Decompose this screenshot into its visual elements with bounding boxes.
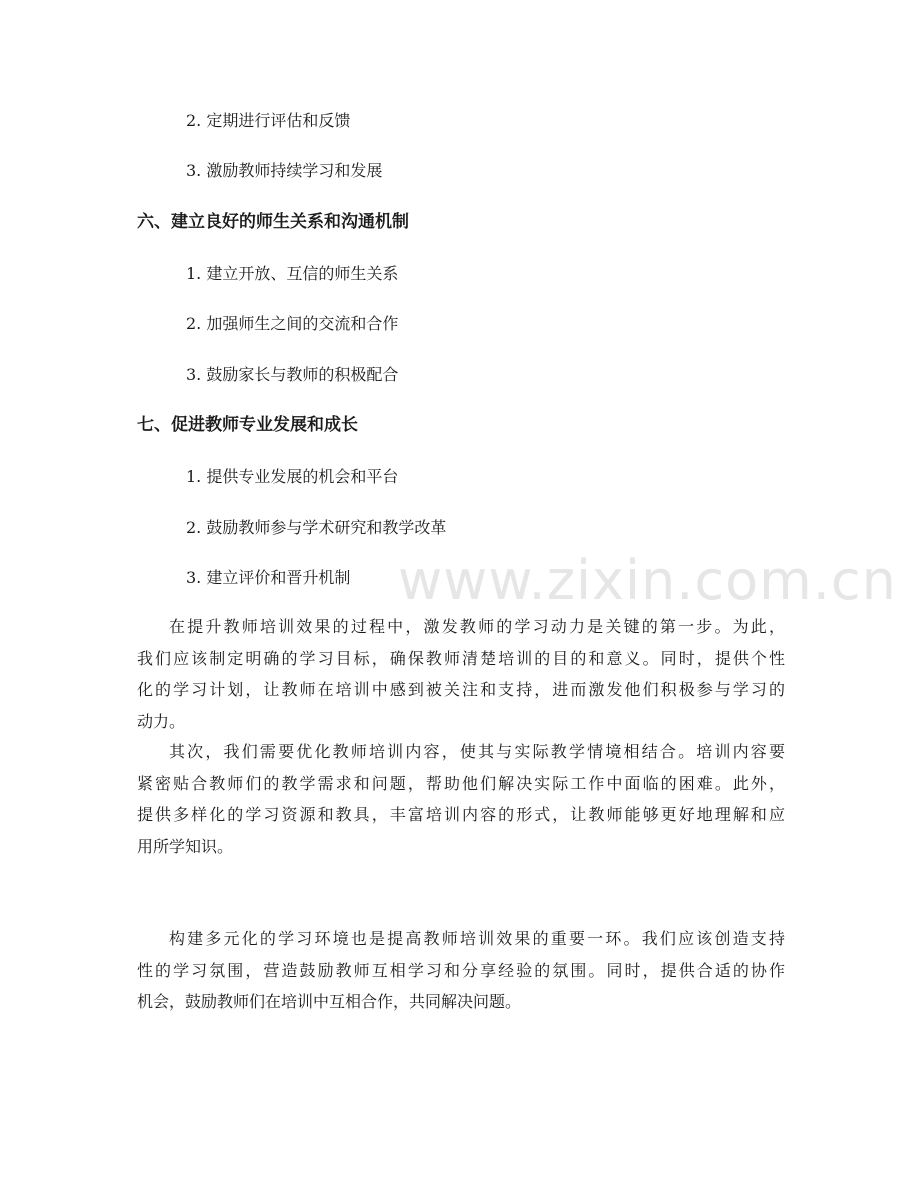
paragraph-2: [137, 736, 785, 862]
section-heading-6: 六、建立良好的师生关系和沟通机制: [137, 212, 409, 232]
paragraph-line: 用所学知识。: [137, 836, 234, 856]
list-item-5-3: 3. 激励教师持续学习和发展: [186, 161, 383, 180]
paragraph-line: 性的学习氛围，营造鼓励教师互相学习和分享经验的氛围。同时，提供合适的协作: [137, 960, 785, 980]
paragraph-line: 提供多样化的学习资源和教具，丰富培训内容的形式，让教师能够更好地理解和应: [137, 805, 785, 824]
list-item-6-1: 1. 建立开放、互信的师生关系: [186, 264, 399, 283]
paragraph-line: 机会，鼓励教师们在培训中互相合作，共同解决问题。: [137, 992, 522, 1011]
paragraph-line: 其次，我们需要优化教师培训内容，使其与实际教学情境相结合。培训内容要: [169, 742, 785, 761]
paragraph-line: 化的学习计划，让教师在培训中感到被关注和支持，进而激发他们积极参与学习的: [137, 680, 785, 699]
list-item-5-2: 2. 定期进行评估和反馈: [186, 111, 351, 130]
list-item-6-3: 3. 鼓励家长与教师的积极配合: [186, 365, 399, 384]
list-item-7-2: 2. 鼓励教师参与学术研究和教学改革: [186, 518, 447, 537]
watermark: www.zixin.com.cn: [398, 549, 897, 612]
list-item-6-2: 2. 加强师生之间的交流和合作: [186, 314, 399, 333]
paragraph-1: [137, 611, 785, 737]
paragraph-line: 构建多元化的学习环境也是提高教师培训效果的重要一环。我们应该创造支持: [169, 929, 785, 948]
section-heading-7: 七、促进教师专业发展和成长: [137, 415, 358, 435]
paragraph-line: 我们应该制定明确的学习目标，确保教师清楚培训的目的和意义。同时，提供个性: [137, 648, 785, 668]
paragraph-line: 紧密贴合教师们的教学需求和问题，帮助他们解决实际工作中面临的困难。此外，: [137, 773, 785, 793]
paragraph-line: 动力。: [137, 711, 186, 731]
list-item-7-3: 3. 建立评价和晋升机制: [186, 568, 351, 587]
list-item-7-1: 1. 提供专业发展的机会和平台: [186, 467, 399, 486]
paragraph-3: [137, 923, 785, 1018]
paragraph-line: 在提升教师培训效果的过程中，激发教师的学习动力是关键的第一步。为此，: [169, 617, 785, 636]
